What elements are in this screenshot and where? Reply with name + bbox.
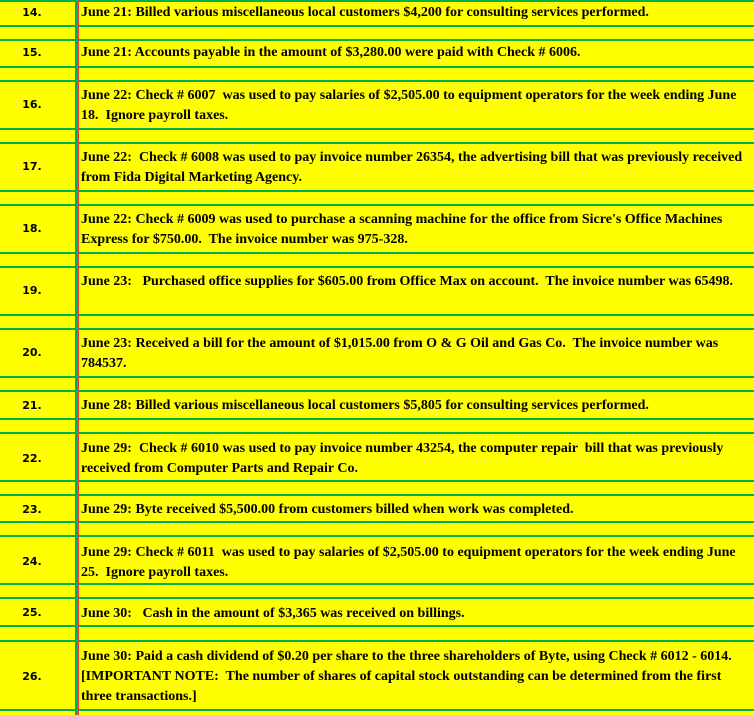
grid-line: [0, 583, 754, 585]
grid-line: [0, 418, 754, 420]
entry-text-16: June 22: Check # 6007 was used to pay salaries of $2,505.00 to equipment operators for the week ending June 18. Ignore payroll taxes.: [81, 88, 740, 123]
grid-line: [0, 80, 754, 82]
margin-line: [77, 0, 79, 715]
grid-line: [0, 0, 754, 2]
grid-line: [0, 432, 754, 434]
grid-line: [0, 494, 754, 496]
entry-number-18: 18.: [22, 222, 42, 235]
grid-line: [0, 521, 754, 523]
grid-line: [0, 535, 754, 537]
entry-text-26: June 30: Paid a cash dividend of $0.20 per share to the three shareholders of Byte, using Check # 6012 - 6014. [IMPORTANT NOTE: The number of shares of capital stock outstanding can be determined from the first three transactions.]: [81, 649, 743, 704]
entry-number-23: 23.: [22, 503, 42, 516]
entry-text-15: June 21: Accounts payable in the amount of $3,280.00 were paid with Check # 6006.: [81, 45, 581, 60]
entry-number-22: 22.: [22, 452, 42, 465]
entry-number-20: 20.: [22, 346, 42, 359]
grid-line: [0, 204, 754, 206]
entry-text-21: June 28: Billed various miscellaneous local customers $5,805 for consulting services performed.: [81, 398, 649, 413]
entry-number-19: 19.: [22, 284, 42, 297]
grid-line: [0, 190, 754, 192]
entry-text-22: June 29: Check # 6010 was used to pay invoice number 43254, the computer repair bill that was previously received from Computer Parts and Repair Co.: [81, 441, 727, 476]
grid-line: [0, 39, 754, 41]
grid-line: [0, 66, 754, 68]
entry-number-15: 15.: [22, 46, 42, 59]
grid-line: [0, 390, 754, 392]
entry-text-23: June 29: Byte received $5,500.00 from customers billed when work was completed.: [81, 502, 574, 517]
entry-number-25: 25.: [22, 606, 42, 619]
entry-number-17: 17.: [22, 160, 42, 173]
entry-text-18: June 22: Check # 6009 was used to purchase a scanning machine for the office from Sicre's Office Machines Express for $750.00. The invoice number was 975-328.: [81, 212, 726, 247]
grid-line: [0, 597, 754, 599]
grid-line: [0, 142, 754, 144]
entry-text-25: June 30: Cash in the amount of $3,365 was received on billings.: [81, 606, 465, 621]
entry-number-21: 21.: [22, 399, 42, 412]
grid-line: [0, 128, 754, 130]
grid-line: [0, 480, 754, 482]
entry-number-14: 14.: [22, 6, 42, 19]
entry-text-20: June 23: Received a bill for the amount of $1,015.00 from O & G Oil and Gas Co. The invoice number was 784537.: [81, 336, 722, 371]
entry-number-24: 24.: [22, 555, 42, 568]
grid-line: [0, 376, 754, 378]
grid-line: [0, 266, 754, 268]
grid-line: [0, 25, 754, 27]
entry-number-16: 16.: [22, 98, 42, 111]
entry-text-14: June 21: Billed various miscellaneous local customers $4,200 for consulting services performed.: [81, 5, 649, 20]
grid-line: [0, 625, 754, 627]
entry-text-17: June 22: Check # 6008 was used to pay invoice number 26354, the advertising bill that was previously received from Fida Digital Marketing Agency.: [81, 150, 746, 185]
grid-line: [0, 252, 754, 254]
grid-line: [0, 328, 754, 330]
grid-line: [0, 709, 754, 711]
grid-line: [0, 314, 754, 316]
grid-line: [0, 640, 754, 642]
entry-number-26: 26.: [22, 670, 42, 683]
entry-text-19: June 23: Purchased office supplies for $605.00 from Office Max on account. The invoice number was 65498.: [81, 274, 734, 289]
entry-text-24: June 29: Check # 6011 was used to pay salaries of $2,505.00 to equipment operators for the week ending June 25. Ignore payroll taxes.: [81, 545, 740, 580]
